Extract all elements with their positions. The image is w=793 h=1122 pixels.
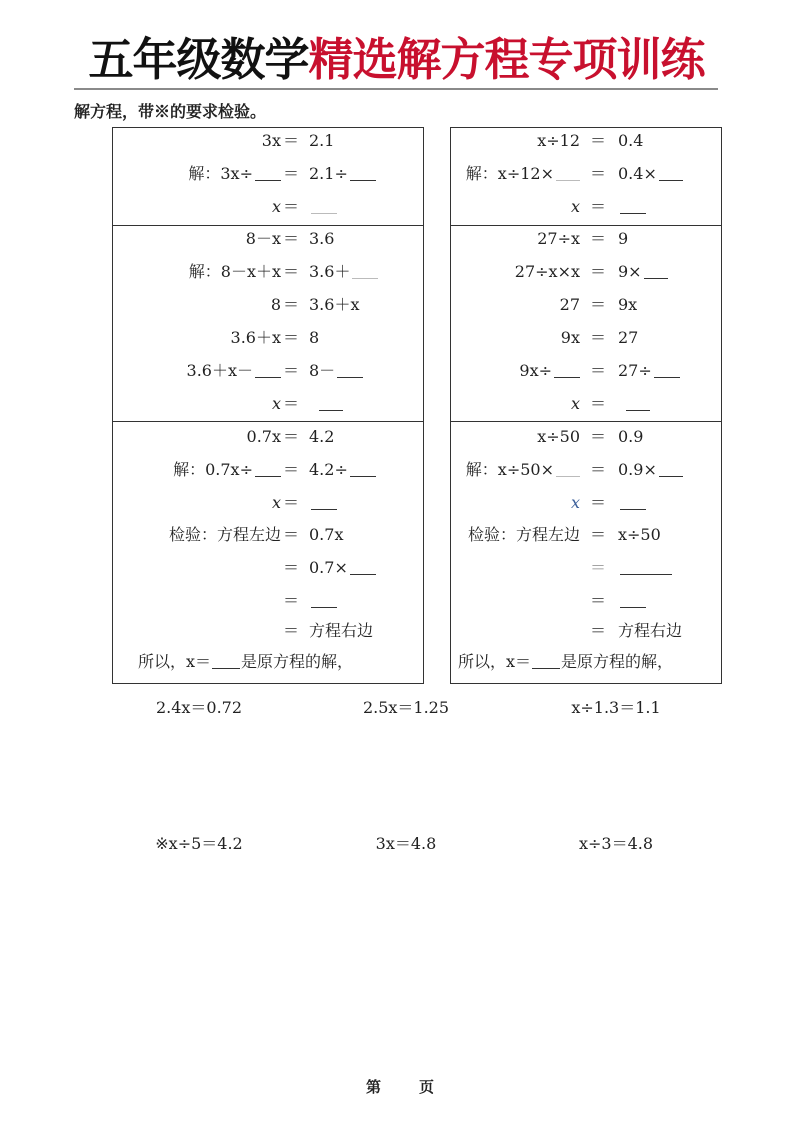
equals-sign: ＝ xyxy=(589,460,606,479)
answer-blank[interactable] xyxy=(311,591,337,608)
equation-row xyxy=(112,162,422,186)
equals-sign: ＝ xyxy=(589,262,606,281)
answer-blank[interactable] xyxy=(620,197,646,214)
equation-rhs: 0.9 xyxy=(618,427,644,446)
equals-sign: ＝ xyxy=(589,229,606,248)
practice-problem: 3x＝4.8 xyxy=(375,834,437,853)
equation-lhs: 8 xyxy=(270,295,281,314)
equation-row xyxy=(450,392,720,416)
equation-rhs: 3.6＋ xyxy=(309,262,351,281)
equals-sign: ＝ xyxy=(589,328,606,347)
equals-sign: ＝ xyxy=(282,361,299,380)
answer-blank[interactable] xyxy=(556,164,580,181)
equation-row xyxy=(450,162,720,186)
answer-blank[interactable] xyxy=(644,262,668,279)
check-row xyxy=(112,556,422,580)
check-row xyxy=(112,523,422,547)
equals-sign: ＝ xyxy=(282,460,299,479)
equation-lhs: x xyxy=(271,197,281,216)
equals-sign: ＝ xyxy=(589,558,606,577)
equation-lhs: x÷50 xyxy=(537,427,580,446)
equation-lhs: 8－x xyxy=(245,229,281,248)
answer-blank[interactable] xyxy=(255,164,281,181)
equals-sign: ＝ xyxy=(282,295,299,314)
equation-rhs: 3.6 xyxy=(309,229,335,248)
equation-row xyxy=(450,260,720,284)
equation-lhs: 解：0.7x÷ xyxy=(173,460,253,479)
equals-sign: ＝ xyxy=(282,621,299,640)
equation-row xyxy=(450,227,720,251)
equals-sign: ＝ xyxy=(282,394,299,413)
equation-rhs: 2.1÷ xyxy=(309,164,348,183)
equals-sign: ＝ xyxy=(282,493,299,512)
equation-row xyxy=(112,458,422,482)
answer-blank[interactable] xyxy=(352,262,378,279)
answer-blank[interactable] xyxy=(311,197,337,214)
equation-lhs: 3x xyxy=(261,131,281,150)
equation-row xyxy=(450,326,720,350)
practice-problem: 2.5x＝1.25 xyxy=(362,698,450,717)
title-grade: 五年级数学 xyxy=(88,33,309,86)
check-label: 检验：方程左边 xyxy=(168,525,281,544)
equation-rhs: 4.2 xyxy=(309,427,335,446)
answer-blank[interactable] xyxy=(620,493,646,510)
equals-sign: ＝ xyxy=(282,229,299,248)
equation-lhs: 解：8－x＋x xyxy=(188,262,281,281)
equation-rhs: 0.9× xyxy=(618,460,657,479)
equals-sign: ＝ xyxy=(282,262,299,281)
check-row xyxy=(450,619,720,643)
equation-rhs: 3.6＋x xyxy=(309,295,360,314)
equation-row xyxy=(450,129,720,153)
equals-sign: ＝ xyxy=(282,164,299,183)
answer-blank[interactable] xyxy=(319,394,343,411)
check-row xyxy=(112,619,422,643)
equation-row xyxy=(450,195,720,219)
answer-blank[interactable] xyxy=(556,460,580,477)
equation-lhs: 9x÷ xyxy=(519,361,552,380)
equals-sign: ＝ xyxy=(589,164,606,183)
answer-blank[interactable] xyxy=(255,361,281,378)
equation-lhs: 解：x÷12× xyxy=(465,164,554,183)
equation-row xyxy=(112,227,422,251)
equation-lhs: x xyxy=(271,493,281,512)
equation-rhs: 0.4 xyxy=(618,131,644,150)
equation-row xyxy=(450,293,720,317)
equals-sign: ＝ xyxy=(589,591,606,610)
conclusion-text-a: 所以，x＝ xyxy=(138,652,212,671)
check-rhs: 0.7× xyxy=(309,558,348,577)
right-divider-2 xyxy=(450,421,721,422)
practice-problem: x÷1.3＝1.1 xyxy=(571,698,661,717)
practice-problem: x÷3＝4.8 xyxy=(578,834,654,853)
check-row xyxy=(450,556,720,580)
equals-sign: ＝ xyxy=(589,197,606,216)
check-row xyxy=(450,589,720,613)
check-row xyxy=(450,523,720,547)
equation-rhs: 9x xyxy=(618,295,638,314)
answer-blank[interactable] xyxy=(255,460,281,477)
equals-sign: ＝ xyxy=(282,558,299,577)
instruction-text: 解方程，带※的要求检验。 xyxy=(74,102,267,121)
equation-lhs: 3.6＋x xyxy=(230,328,281,347)
equation-row xyxy=(112,195,422,219)
equals-sign: ＝ xyxy=(282,197,299,216)
equation-row xyxy=(112,425,422,449)
footer-ye: 页 xyxy=(419,1078,435,1096)
check-row xyxy=(112,589,422,613)
equation-row xyxy=(112,359,422,383)
equals-sign: ＝ xyxy=(589,361,606,380)
conclusion-row xyxy=(138,650,353,674)
equation-rhs: 8 xyxy=(309,328,320,347)
equation-lhs: x xyxy=(570,394,580,413)
check-rhs: x÷50 xyxy=(618,525,661,544)
equation-row xyxy=(112,293,422,317)
check-label: 检验：方程左边 xyxy=(467,525,580,544)
conclusion-text-b: 是原方程的解， xyxy=(241,652,354,671)
answer-blank[interactable] xyxy=(337,361,363,378)
equals-sign: ＝ xyxy=(589,493,606,512)
equation-lhs: 27 xyxy=(559,295,580,314)
title-divider xyxy=(74,88,718,90)
equals-sign: ＝ xyxy=(282,591,299,610)
equals-sign: ＝ xyxy=(589,295,606,314)
answer-blank[interactable] xyxy=(532,652,560,669)
equals-sign: ＝ xyxy=(589,621,606,640)
equation-rhs: 27÷ xyxy=(618,361,652,380)
practice-problem: ※x÷5＝4.2 xyxy=(155,834,243,853)
equation-rhs: 0.4× xyxy=(618,164,657,183)
equation-row xyxy=(112,129,422,153)
check-rhs: 方程右边 xyxy=(618,621,683,640)
answer-blank[interactable] xyxy=(659,460,683,477)
equation-row xyxy=(450,491,720,515)
conclusion-row xyxy=(458,650,673,674)
equals-sign: ＝ xyxy=(282,525,299,544)
left-divider-1 xyxy=(112,225,423,226)
equation-row xyxy=(450,425,720,449)
equation-lhs: 3.6＋x－ xyxy=(186,361,253,380)
equation-row xyxy=(112,326,422,350)
title-topic: 精选解方程专项训练 xyxy=(308,33,705,86)
conclusion-text-a: 所以，x＝ xyxy=(458,652,532,671)
answer-blank[interactable] xyxy=(659,164,683,181)
equation-row xyxy=(112,260,422,284)
equals-sign: ＝ xyxy=(589,525,606,544)
equation-lhs: x xyxy=(271,394,281,413)
answer-blank[interactable] xyxy=(350,164,376,181)
practice-problem: 2.4x＝0.72 xyxy=(155,698,243,717)
equals-sign: ＝ xyxy=(589,394,606,413)
answer-blank[interactable] xyxy=(620,591,646,608)
equation-lhs: x xyxy=(570,197,580,216)
answer-blank[interactable] xyxy=(654,361,680,378)
answer-blank[interactable] xyxy=(620,558,672,575)
check-rhs: 方程右边 xyxy=(309,621,374,640)
equation-rhs: 4.2÷ xyxy=(309,460,348,479)
equation-lhs: 27÷x xyxy=(537,229,580,248)
answer-blank[interactable] xyxy=(350,558,376,575)
footer-di: 第 xyxy=(366,1078,382,1096)
conclusion-text-b: 是原方程的解， xyxy=(561,652,674,671)
answer-blank[interactable] xyxy=(212,652,240,669)
equals-sign: ＝ xyxy=(589,427,606,446)
equation-rhs: 8－ xyxy=(309,361,336,380)
equation-lhs: 0.7x xyxy=(246,427,281,446)
equation-lhs: x÷12 xyxy=(537,131,580,150)
equation-rhs: 9 xyxy=(618,229,629,248)
page-number-footer xyxy=(366,1076,434,1097)
right-divider-1 xyxy=(450,225,721,226)
check-rhs: 0.7x xyxy=(309,525,344,544)
page-title xyxy=(0,30,793,90)
answer-blank[interactable] xyxy=(626,394,650,411)
equals-sign: ＝ xyxy=(589,131,606,150)
equation-lhs: 解：x÷50× xyxy=(465,460,554,479)
answer-blank[interactable] xyxy=(350,460,376,477)
equation-lhs: 9x xyxy=(560,328,580,347)
answer-blank[interactable] xyxy=(311,493,337,510)
equation-rhs: 2.1 xyxy=(309,131,335,150)
equation-row xyxy=(112,491,422,515)
equation-rhs: 27 xyxy=(618,328,639,347)
equation-rhs: 9× xyxy=(618,262,642,281)
equation-lhs: 解：3x÷ xyxy=(188,164,253,183)
equation-row xyxy=(112,392,422,416)
equation-row xyxy=(450,359,720,383)
equation-lhs: x xyxy=(570,493,580,512)
equals-sign: ＝ xyxy=(282,328,299,347)
equals-sign: ＝ xyxy=(282,427,299,446)
equals-sign: ＝ xyxy=(282,131,299,150)
equation-row xyxy=(450,458,720,482)
equation-lhs: 27÷x×x xyxy=(514,262,580,281)
answer-blank[interactable] xyxy=(554,361,580,378)
left-divider-2 xyxy=(112,421,423,422)
